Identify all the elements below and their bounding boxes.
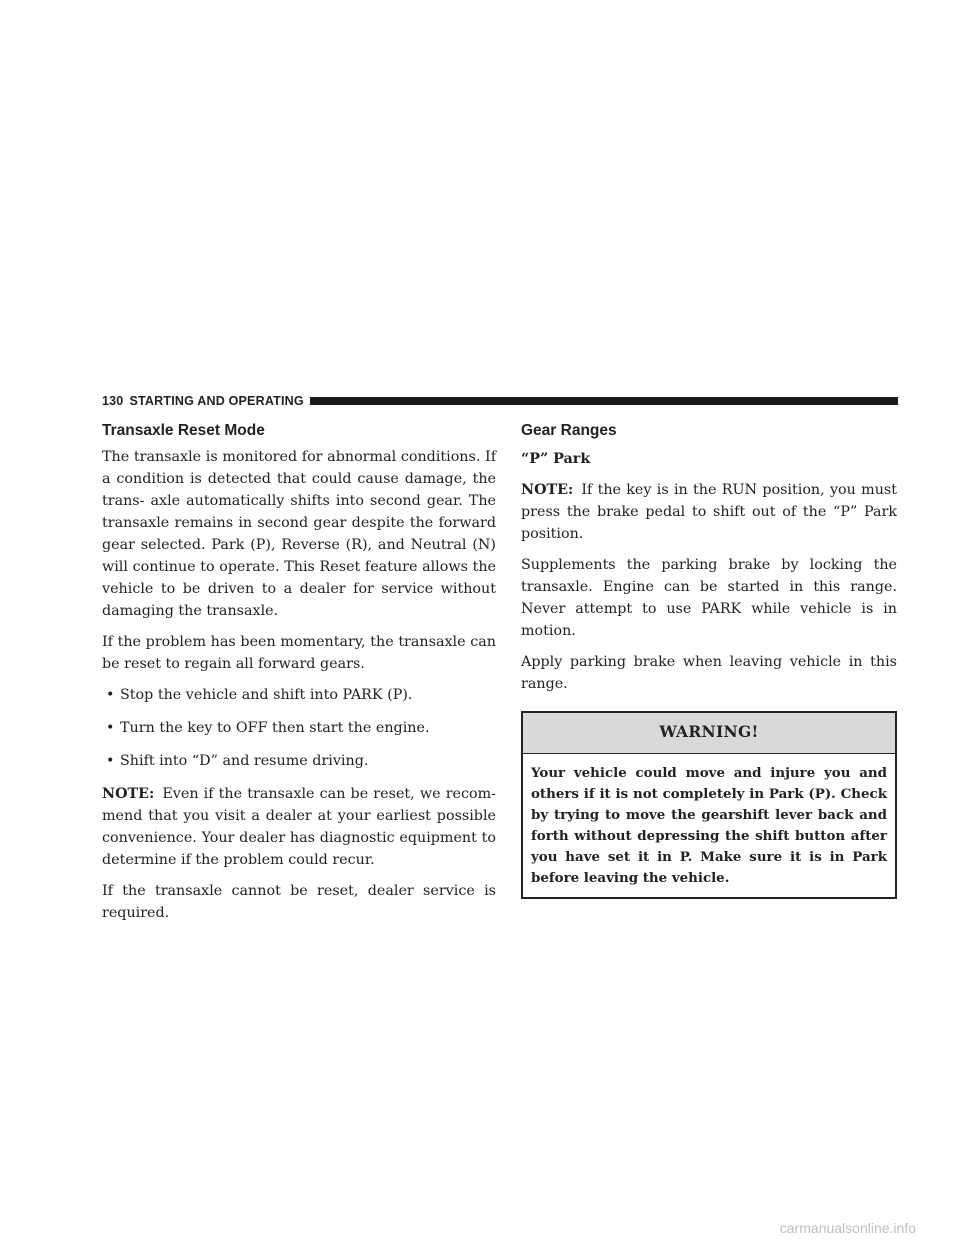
park-note	[521, 479, 897, 545]
bullet-icon: •	[106, 720, 115, 736]
reset-momentary-paragraph: If the problem has been momentary, the transaxle can be reset to regain all forward gears.	[102, 634, 496, 672]
parking-brake-paragraph: Apply parking brake when leaving vehicle in this range.	[521, 654, 897, 692]
warning-box	[521, 711, 897, 899]
right-column	[521, 418, 897, 899]
watermark: carmanualsonline.info	[779, 1220, 916, 1236]
page-number: 130	[102, 394, 124, 408]
transaxle-reset-heading: Transaxle Reset Mode	[102, 422, 265, 439]
reset-dealer-paragraph: If the transaxle cannot be reset, dealer service is required.	[102, 883, 496, 921]
reset-intro-paragraph: The transaxle is monitored for abnormal conditions. If a condition is detected that could cause damage, the trans- axle automatically shifts into second gear. The transaxle remains in second gear despite the forward gear selected. Park (P), Reverse (R), and Neutral (N) will continue to operate. This Reset feature allows the vehicle to be driven to a dealer for service without damaging the transaxle.	[102, 449, 496, 619]
reset-note	[102, 783, 496, 871]
list-item: • Shift into “D” and resume driving.	[102, 750, 496, 772]
park-subheading: “P” Park	[521, 451, 591, 467]
header-rule	[310, 397, 898, 405]
warning-title: WARNING!	[523, 713, 895, 754]
list-item: • Turn the key to OFF then start the engine.	[102, 717, 496, 739]
note-label: NOTE:	[521, 482, 574, 498]
gear-ranges-heading: Gear Ranges	[521, 422, 617, 439]
left-column	[102, 418, 496, 933]
note-text: If the key is in the RUN position, you must press the brake pedal to shift out of the “P” Park position.	[521, 482, 897, 542]
park-paragraph: Supplements the parking brake by locking the transaxle. Engine can be started in this range. Never attempt to use PARK while vehicle is in motion.	[521, 557, 897, 639]
note-text: Even if the transaxle can be reset, we recom- mend that you visit a dealer at your earliest possible convenience. Your dealer has diagnostic equipment to determine if the problem could recur.	[102, 786, 496, 868]
bullet-icon: •	[106, 753, 115, 769]
note-label: NOTE:	[102, 786, 155, 802]
section-title: STARTING AND OPERATING	[129, 394, 304, 408]
bullet-icon: •	[106, 687, 115, 703]
reset-steps-list	[102, 684, 496, 772]
warning-text: Your vehicle could move and injure you and others if it is not completely in Park (P). Check by trying to move the gearshift lever back and forth without depressing the shift button after you have set it in P. Make sure it is in Park before leaving the vehicle.	[531, 765, 887, 886]
page-header	[102, 391, 898, 411]
list-item: • Stop the vehicle and shift into PARK (P).	[102, 684, 496, 706]
